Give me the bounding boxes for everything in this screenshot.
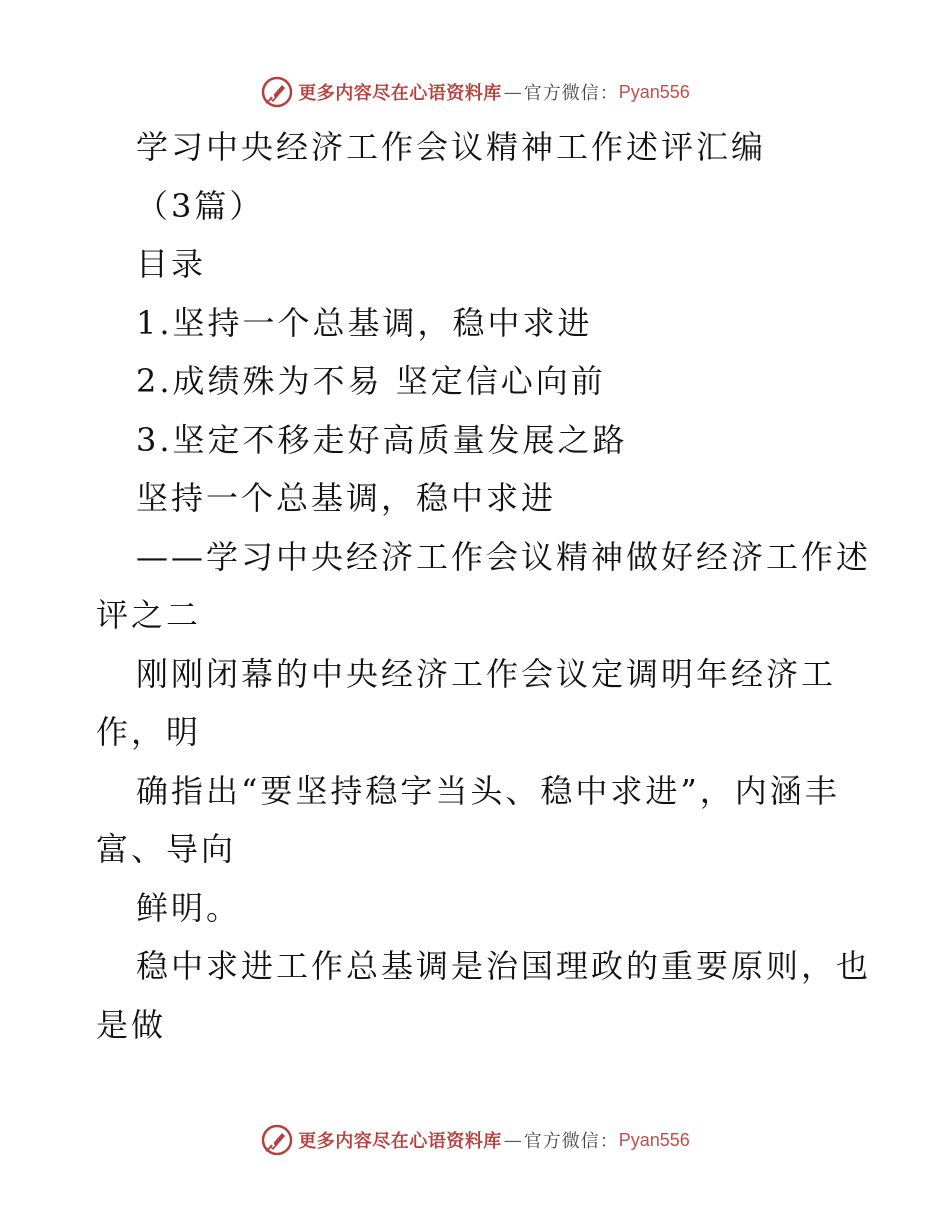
paragraph-3-line-1: 鲜明。 (136, 888, 242, 927)
banner-contact-label: 官方微信： (523, 83, 619, 104)
toc-item-2: 2.成绩殊为不易 坚定信心向前 (136, 362, 606, 400)
paragraph-4-line-1: 稳中求进工作总基调是治国理政的重要原则，也 (136, 947, 872, 985)
toc-item-3: 3.坚定不移走好高质量发展之路 (136, 420, 628, 459)
article-subtitle-line-1: ——学习中央经济工作会议精神做好经济工作述 (136, 537, 872, 576)
banner-contact-label: 官方微信： (523, 1131, 619, 1152)
banner-separator: — (503, 81, 522, 103)
banner-brand-text: 更多内容尽在心语资料库 (298, 1131, 502, 1152)
article-subtitle-line-2: 评之二 (96, 596, 202, 634)
toc-item-1: 1.坚持一个总基调，稳中求进 (136, 303, 593, 342)
pen-nib-logo-icon (260, 1123, 294, 1157)
header-watermark-banner (0, 72, 950, 112)
article-title: 坚持一个总基调，稳中求进 (136, 479, 557, 517)
toc-heading: 目录 (136, 245, 207, 283)
banner-wechat-id: Pyan556 (618, 1129, 690, 1150)
paragraph-4-line-2: 是做 (96, 1005, 167, 1044)
banner-separator: — (503, 1129, 522, 1151)
paragraph-2-line-1: 确指出“要坚持稳字当头、稳中求进”，内涵丰 (136, 771, 840, 810)
footer-watermark-banner (0, 1120, 950, 1160)
document-title-line-2: （3篇） (136, 186, 265, 225)
banner-wechat-id: Pyan556 (618, 81, 690, 102)
pen-nib-logo-icon (260, 75, 294, 109)
document-title-line-1: 学习中央经济工作会议精神工作述评汇编 (136, 128, 767, 166)
paragraph-1-line-2: 作，明 (96, 713, 202, 751)
banner-brand-text: 更多内容尽在心语资料库 (298, 83, 502, 104)
document-body (96, 118, 872, 1054)
paragraph-1-line-1: 刚刚闭幕的中央经济工作会议定调明年经济工 (136, 654, 837, 693)
paragraph-2-line-2: 富、导向 (96, 830, 237, 868)
